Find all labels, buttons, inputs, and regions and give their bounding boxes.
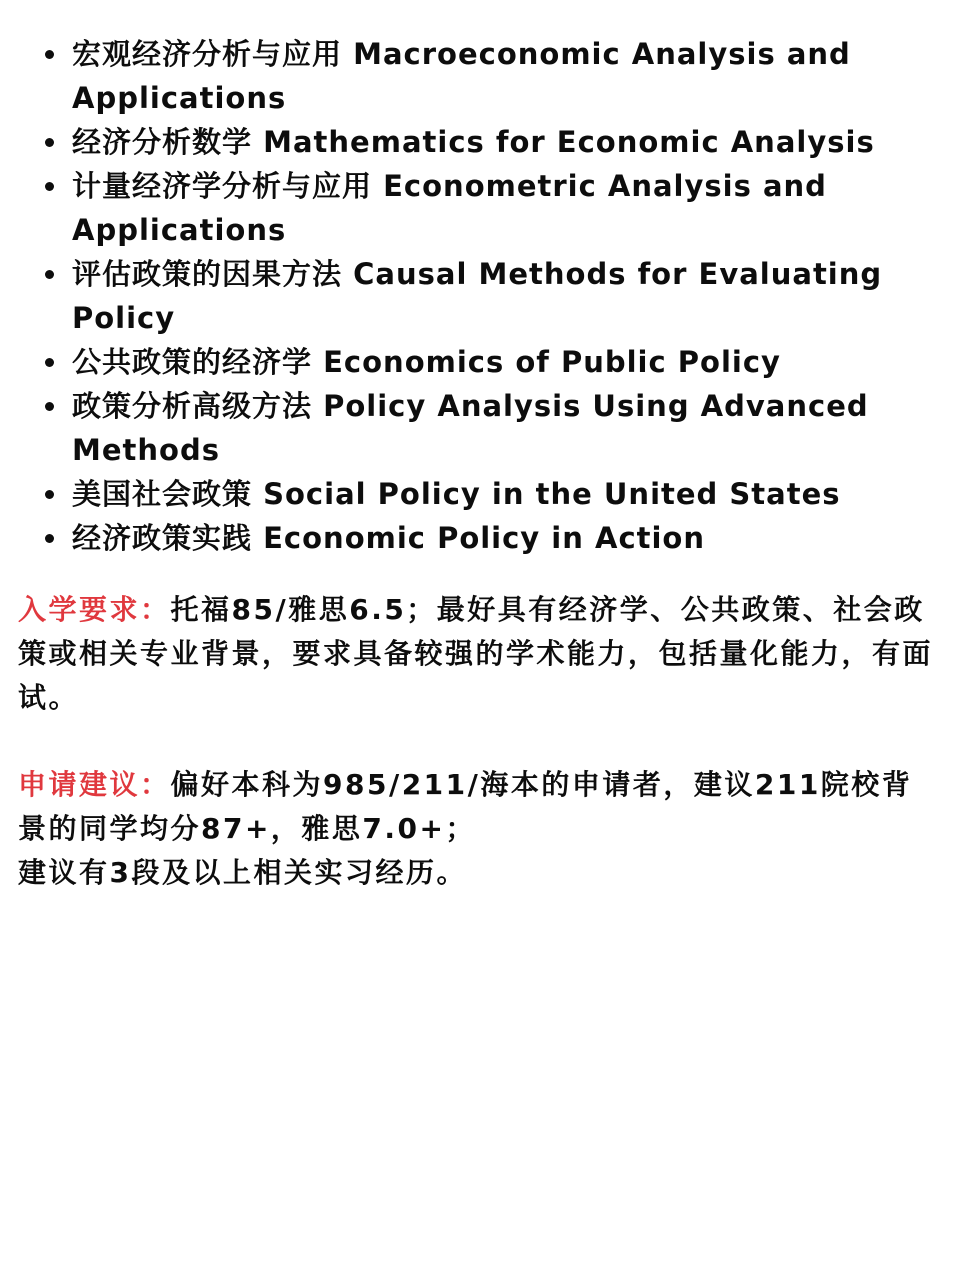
course-name-en: Economic Policy in Action [263,521,705,555]
course-name-zh: 宏观经济分析与应用 [72,37,343,71]
course-name-en: Causal Methods for Evaluating Policy [72,257,883,335]
course-name-en: Economics of Public Policy [323,345,781,379]
admission-label: 入学要求： [18,593,171,626]
course-name-zh: 经济政策实践 [72,521,253,555]
bullet-icon [45,358,54,367]
admission-text: 托福85/雅思6.5；最好具有经济学、公共政策、社会政策或相关专业背景，要求具备较强的学术能力，包括量化能力，有面试。 [18,593,934,714]
course-name-zh: 经济分析数学 [72,125,253,159]
application-advice [18,763,938,895]
course-name-zh: 计量经济学分析与应用 [72,169,373,203]
bullet-icon [45,490,54,499]
bullet-icon [45,138,54,147]
advice-text-line1: 偏好本科为985/211/海本的申请者，建议211院校背景的同学均分87+，雅思7.0+； [18,768,913,845]
course-name-en: Macroeconomic Analysis and Applications [72,37,851,115]
advice-label: 申请建议： [18,768,171,801]
course-item [40,32,900,120]
course-item [40,164,900,252]
bullet-icon [45,182,54,191]
course-name-zh: 评估政策的因果方法 [72,257,343,291]
course-item [40,384,900,472]
bullet-icon [45,270,54,279]
course-name-zh: 政策分析高级方法 [72,389,313,423]
course-item [40,340,900,384]
advice-text-line2: 建议有3段及以上相关实习经历。 [18,856,467,889]
course-item [40,120,900,164]
admission-requirements [18,588,938,720]
course-name-en: Policy Analysis Using Advanced Methods [72,389,869,467]
course-item [40,472,900,516]
bullet-icon [45,402,54,411]
course-item [40,516,900,560]
course-item [40,252,900,340]
course-name-zh: 公共政策的经济学 [72,345,313,379]
course-list [40,32,900,560]
course-name-en: Econometric Analysis and Applications [72,169,827,247]
course-name-en: Mathematics for Economic Analysis [263,125,875,159]
bullet-icon [45,534,54,543]
course-name-zh: 美国社会政策 [72,477,253,511]
course-name-en: Social Policy in the United States [263,477,841,511]
bullet-icon [45,50,54,59]
